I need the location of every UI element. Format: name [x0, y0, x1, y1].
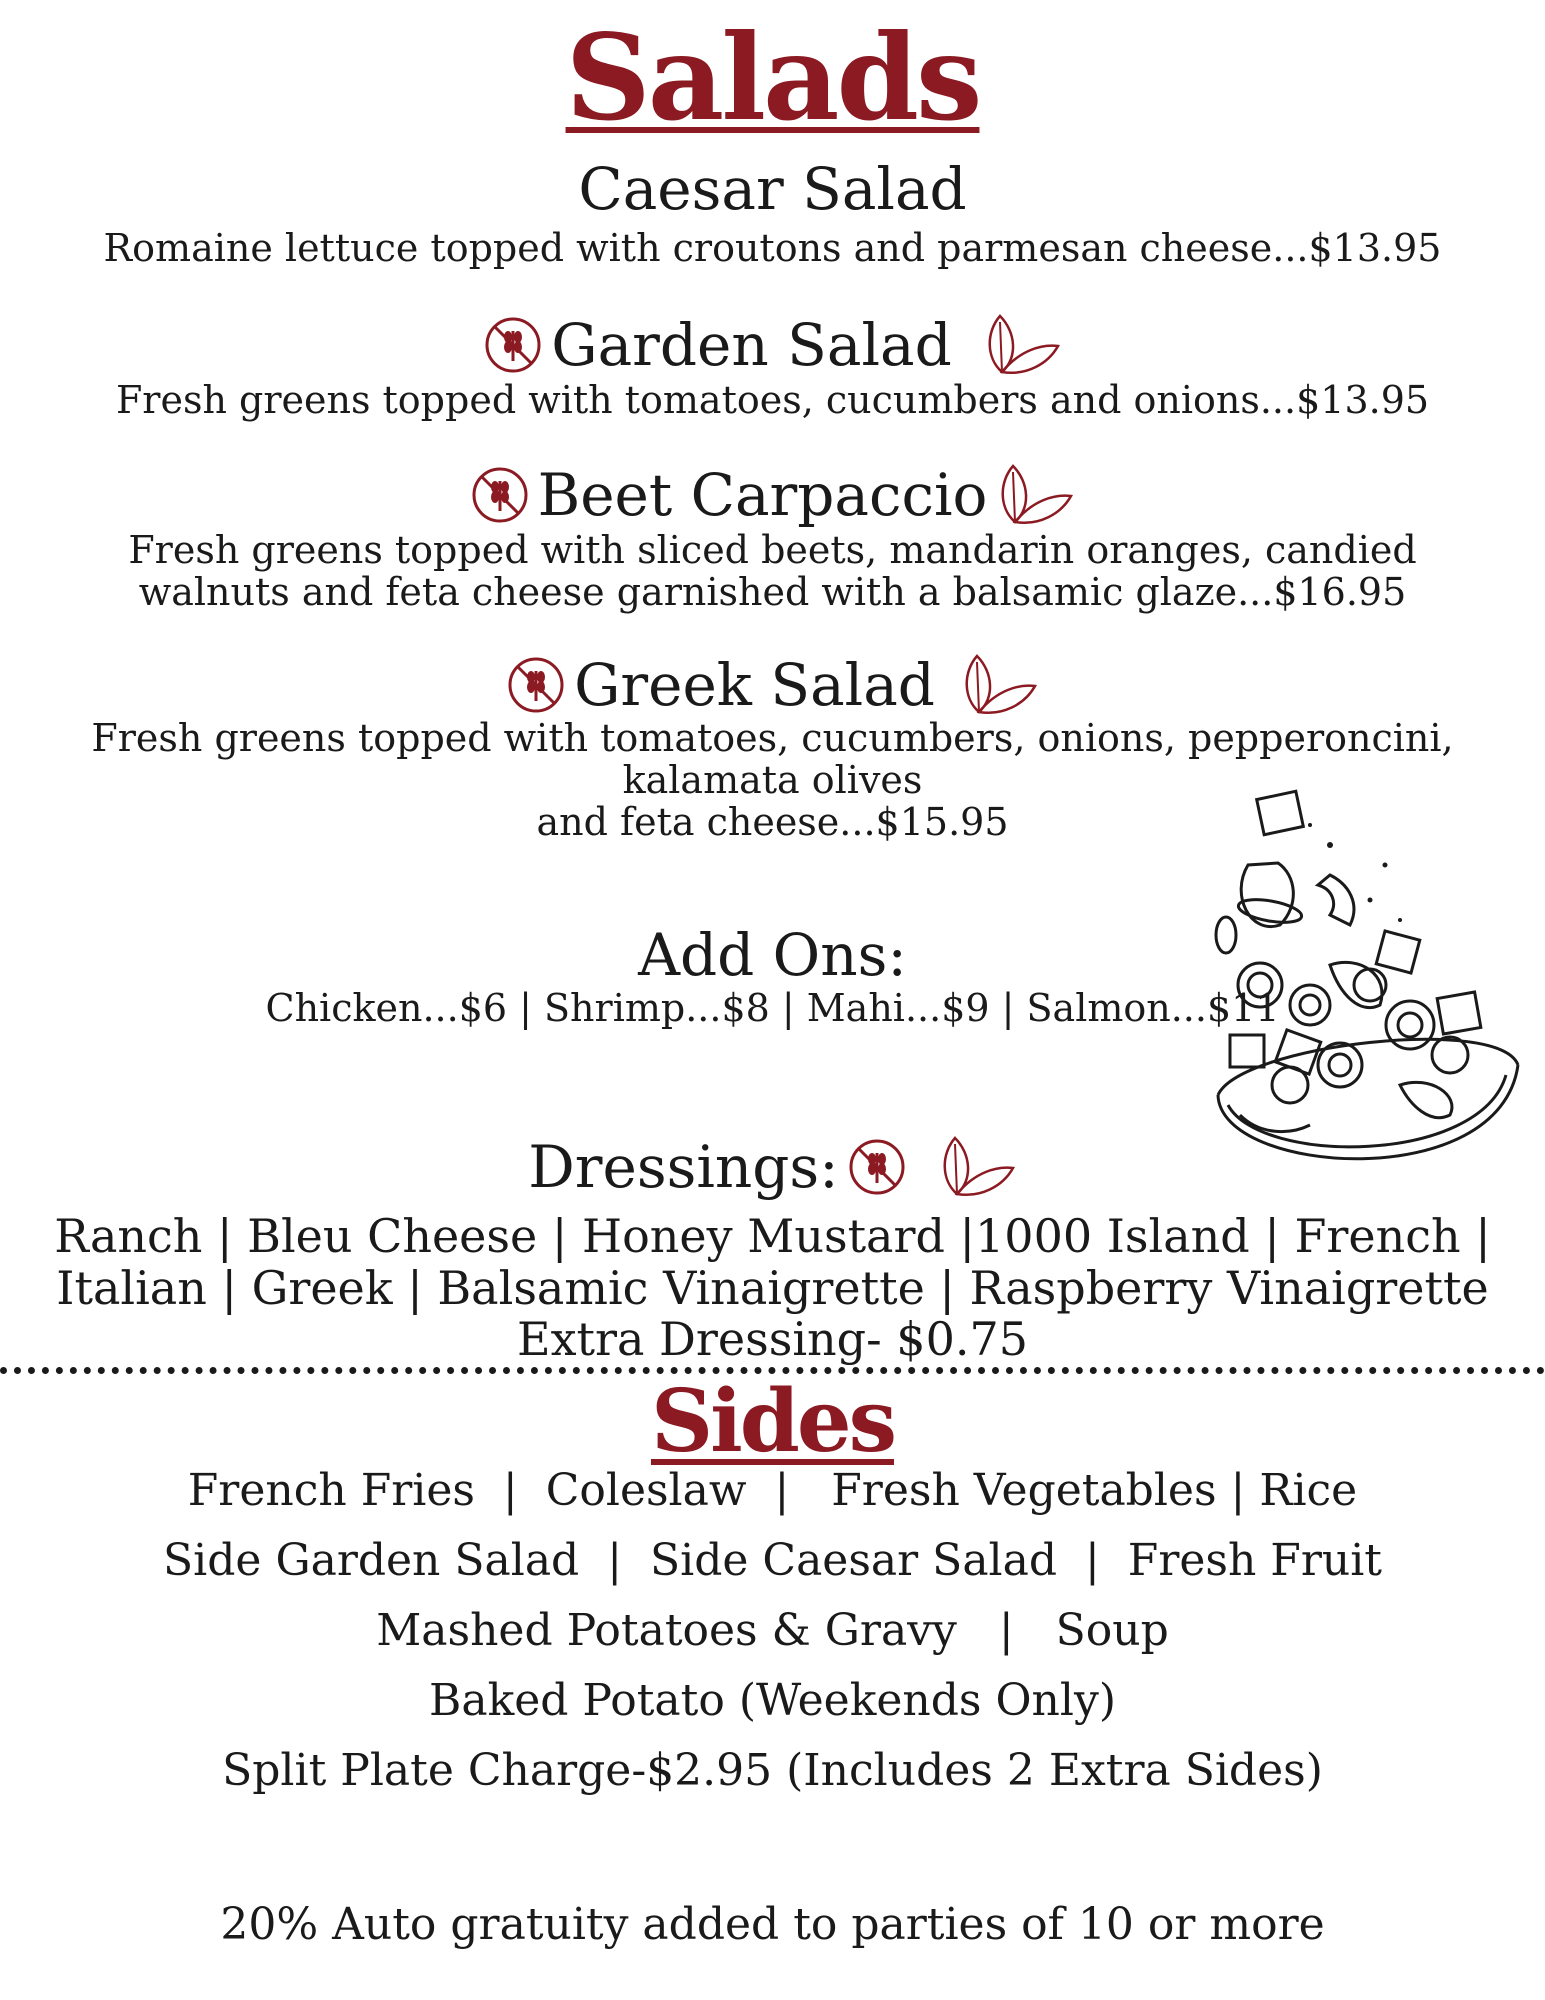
- beet-carpaccio-name: Beet Carpaccio: [537, 461, 988, 529]
- caesar-salad-desc: Romaine lettuce topped with croutons and parmesan cheese...$13.95: [103, 226, 1442, 270]
- greek-salad-heading: [0, 650, 1545, 720]
- sides-line4: Baked Potato (Weekends Only): [429, 1675, 1116, 1726]
- salads-title: Salads: [565, 8, 980, 147]
- greek-salad-desc-line1: Fresh greens topped with tomatoes, cucumbers, onions, pepperoncini,: [91, 716, 1454, 760]
- greek-salad-desc-line2: kalamata olives: [622, 758, 923, 802]
- beet-carpaccio-desc-line2: walnuts and feta cheese garnished with a balsamic glaze...$16.95: [138, 570, 1407, 614]
- dressings-heading: [0, 1132, 1545, 1202]
- gluten-free-icon: [470, 465, 530, 525]
- garden-salad-name: Garden Salad: [551, 311, 952, 379]
- gratuity-note: 20% Auto gratuity added to parties of 10 or more: [220, 1899, 1325, 1950]
- caesar-salad-name: Caesar Salad: [578, 155, 967, 223]
- gluten-free-icon: [483, 315, 543, 375]
- addons-title: Add Ons:: [638, 921, 907, 989]
- sides-line3: Mashed Potatoes & Gravy | Soup: [376, 1605, 1169, 1656]
- split-plate-charge: Split Plate Charge-$2.95 (Includes 2 Extra Sides): [222, 1745, 1323, 1796]
- leaf-icon: [959, 650, 1039, 720]
- sides-line1: French Fries | Coleslaw | Fresh Vegetables | Rice: [187, 1465, 1358, 1516]
- garden-salad-heading: [0, 310, 1545, 380]
- gluten-free-icon: [847, 1137, 907, 1197]
- dressings-line1: Ranch | Bleu Cheese | Honey Mustard |1000 Island | French |: [54, 1209, 1491, 1263]
- dressings-title: Dressings:: [528, 1133, 839, 1201]
- beet-carpaccio-desc-line1: Fresh greens topped with sliced beets, mandarin oranges, candied: [128, 528, 1417, 572]
- greek-salad-name: Greek Salad: [574, 651, 935, 719]
- extra-dressing-line: Extra Dressing- $0.75: [517, 1312, 1028, 1366]
- sides-title: Sides: [650, 1371, 895, 1472]
- greek-salad-desc-line3: and feta cheese...$15.95: [536, 800, 1009, 844]
- garden-salad-desc: Fresh greens topped with tomatoes, cucumbers and onions...$13.95: [115, 378, 1430, 422]
- leaf-icon: [995, 460, 1075, 530]
- leaf-icon: [982, 310, 1062, 380]
- sides-line2: Side Garden Salad | Side Caesar Salad | Fresh Fruit: [163, 1535, 1382, 1586]
- beet-carpaccio-heading: [0, 460, 1545, 530]
- dressings-line2: Italian | Greek | Balsamic Vinaigrette | Raspberry Vinaigrette: [56, 1261, 1489, 1315]
- addons-line: Chicken...$6 | Shrimp...$8 | Mahi...$9 | Salmon...$11: [265, 986, 1280, 1030]
- leaf-icon: [937, 1132, 1017, 1202]
- gluten-free-icon: [506, 655, 566, 715]
